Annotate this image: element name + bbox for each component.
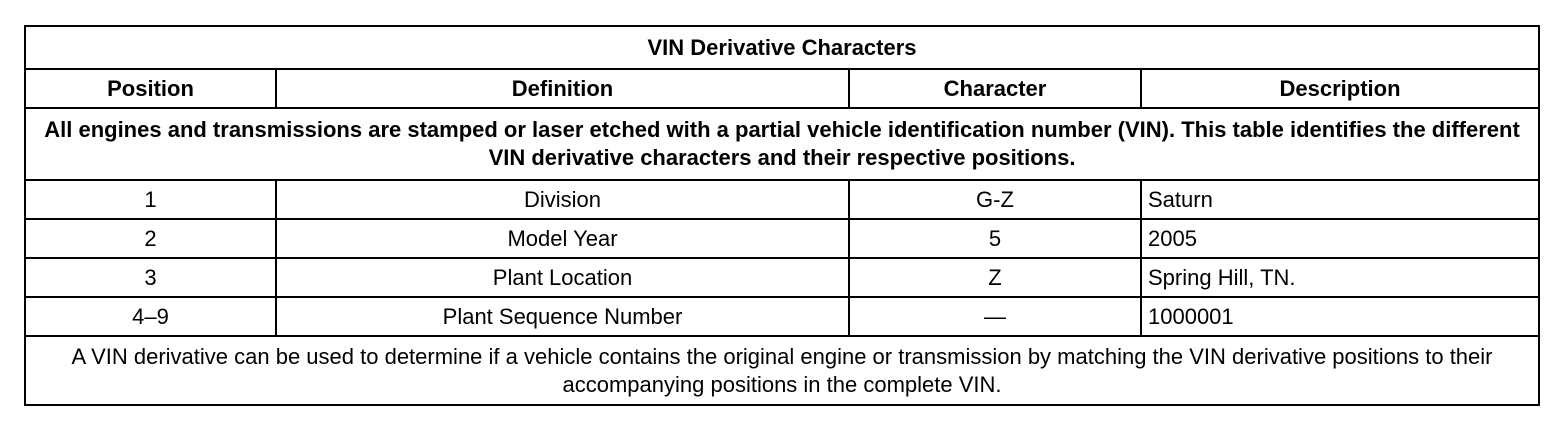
cell-description: Spring Hill, TN. xyxy=(1141,258,1539,297)
note-row xyxy=(25,336,1539,405)
cell-character: G-Z xyxy=(849,180,1141,219)
cell-position: 3 xyxy=(25,258,276,297)
cell-description: 2005 xyxy=(1141,219,1539,258)
cell-description: 1000001 xyxy=(1141,297,1539,336)
cell-definition: Plant Sequence Number xyxy=(276,297,849,336)
cell-description: Saturn xyxy=(1141,180,1539,219)
table-title-row xyxy=(25,26,1539,69)
intro-text: All engines and transmissions are stamped or laser etched with a partial vehicle identification number (VIN). This table identifies the different VIN derivative characters and their respective positions. xyxy=(25,108,1539,180)
header-description: Description xyxy=(1141,69,1539,108)
header-definition: Definition xyxy=(276,69,849,108)
cell-character: — xyxy=(849,297,1141,336)
cell-position: 4–9 xyxy=(25,297,276,336)
cell-definition: Plant Location xyxy=(276,258,849,297)
table-title: VIN Derivative Characters xyxy=(25,26,1539,69)
cell-definition: Division xyxy=(276,180,849,219)
header-position: Position xyxy=(25,69,276,108)
table-row xyxy=(25,258,1539,297)
intro-row xyxy=(25,108,1539,180)
table-row xyxy=(25,180,1539,219)
table-header-row xyxy=(25,69,1539,108)
header-character: Character xyxy=(849,69,1141,108)
cell-definition: Model Year xyxy=(276,219,849,258)
cell-position: 2 xyxy=(25,219,276,258)
table-row xyxy=(25,297,1539,336)
cell-character: Z xyxy=(849,258,1141,297)
vin-derivative-table xyxy=(24,25,1540,406)
table-row xyxy=(25,219,1539,258)
cell-position: 1 xyxy=(25,180,276,219)
note-text: A VIN derivative can be used to determine if a vehicle contains the original engine or transmission by matching the VIN derivative positions to their accompanying positions in the complete VIN. xyxy=(25,336,1539,405)
cell-character: 5 xyxy=(849,219,1141,258)
